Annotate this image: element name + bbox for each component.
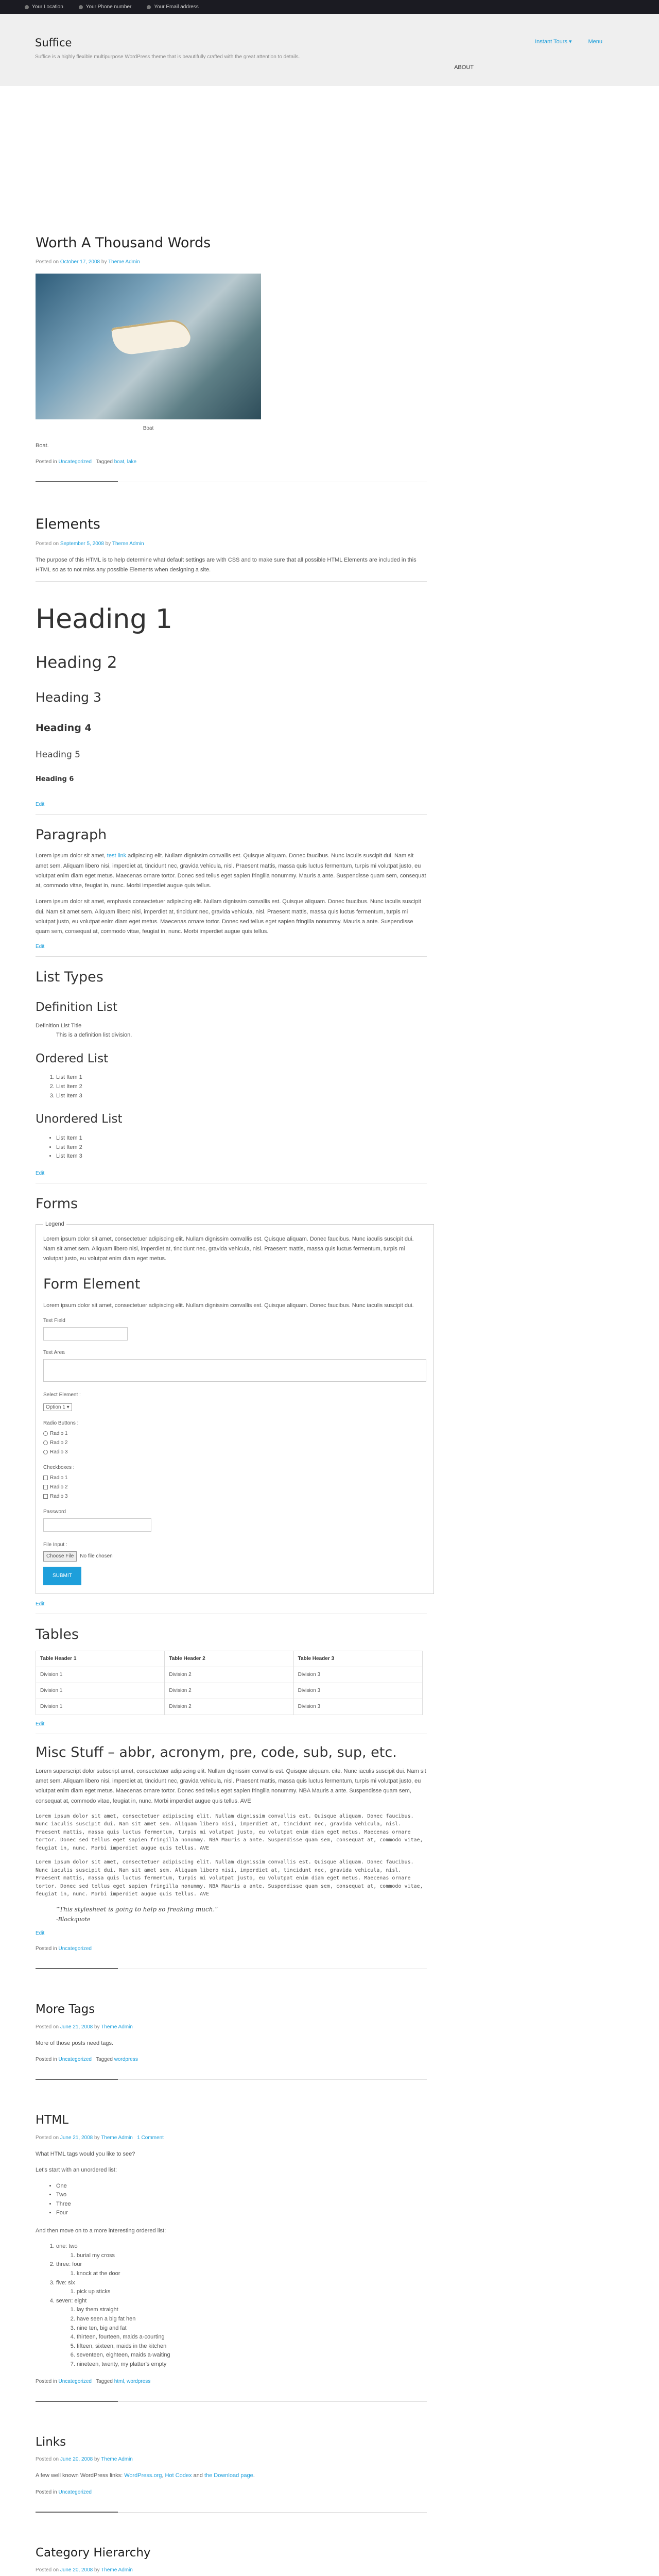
list-item: • List Item 1 (56, 1134, 427, 1143)
paragraph-1: Lorem ipsum dolor sit amet, test link adipiscing elit. Nullam dignissim convallis est. Quisque aliquam. Donec faucibus. Nunc iaculis suscipit dui. Nam sit amet sem. Aliquam libero nisi, imperdiet at, tincidunt nec, gravida vehicula, nisl. Praesent mattis, massa quis luctus fermentum, turpis mi volutpat justo, eu volutpat enim diam eget metus. Maecenas ornare tortor. Donec sed tellus eget sapien fringilla nonummy. Mauris a ante. Suspendisse quam sem, consequat at, commodo vitae, feugiat in, nunc. Morbi imperdiet augue quis tellus. (36, 853, 426, 889)
paragraph-heading: Paragraph (36, 827, 107, 843)
radio-3[interactable]: Radio 3 (43, 1448, 426, 1456)
post-footer: Posted in Uncategorized (36, 2489, 92, 2495)
text-area-input[interactable] (43, 1359, 426, 1382)
ordered-list (56, 1073, 427, 1100)
post-title[interactable]: Elements (36, 516, 100, 533)
post-footer: Posted in Uncategorized (36, 1946, 92, 1952)
primary-nav (535, 38, 602, 47)
post-meta: Posted on June 20, 2008 by Theme Admin (36, 2456, 133, 2463)
post-date[interactable]: June 21, 2008 (60, 2135, 93, 2141)
edit-link[interactable]: Edit (36, 1170, 45, 1176)
post-author[interactable]: Theme Admin (101, 2135, 133, 2141)
nav-item-about[interactable]: ABOUT (454, 64, 474, 71)
ordered-list: 1. one: two 1. burial my cross 2. three: four 1. knock at the door 3. five: six 1. pick up sticks 4. seven: eight 1. lay them straight 2. have seen a big fat hen 3. nine ten, big and fat 4. thirteen, fourteen, maids a-courting 5. fifteen, sixteen, maids in the kitchen 6. seventeen, eighteen, maids a-waiting 7. nineteen, twenty, my platter's empty (56, 2242, 427, 2369)
edit-link[interactable]: Edit (36, 944, 45, 950)
post-more-tags (36, 2000, 427, 2080)
definition-list: Definition List Title This is a definition list division. (36, 1023, 132, 1039)
intro-text: The purpose of this HTML is to help determine what default settings are with CSS and to make sure that all possible HTML Elements are included in this HTML so as to not miss any possible Elements when designing a site. (36, 556, 417, 573)
post-body: A few well known WordPress links: WordPress.org, Hot Codex and the Download page. (36, 2472, 255, 2479)
file-input-label: File Input : (43, 1541, 67, 1548)
radio-1[interactable]: Radio 1 (43, 1430, 426, 1438)
category-link[interactable]: Uncategorized (58, 2489, 92, 2495)
code-block-1: Lorem ipsum dolor sit amet, consectetuer adipiscing elit. Nullam dignissim convallis est. Quisque aliquam. Donec faucibus. Nunc iaculis suscipit dui. Nam sit amet sem. Aliquam libero nisi, imperdiet at, tincidunt nec, gravida vehicula, nisl. Praesent mattis, massa quis luctus fermentum, turpis mi volutpat justo, eu volutpat enim diam eget metus. Maecenas ornare tortor. Donec sed tellus eget sapien fringilla nonummy. NBA Mauris a ante. Suspendisse quam sem, consequat at, commodo vitae, feugiat in, nunc. Morbi imperdiet augue quis tellus. AVE (36, 1813, 426, 1851)
unordered-list-heading: Unordered List (36, 1112, 123, 1126)
table-row: Division 1 Division 2 Division 3 (36, 1699, 423, 1715)
site-title[interactable]: Suffice (35, 37, 72, 49)
password-label: Password (43, 1509, 66, 1515)
location-item: Your Location (25, 3, 63, 11)
post-footer: Posted in Uncategorized Tagged html, wordpress (36, 2378, 151, 2384)
form-paragraph: Lorem ipsum dolor sit amet, consectetuer adipiscing elit. Nullam dignissim convallis est. Quisque aliquam. Donec faucibus. Nunc iaculis suscipit dui. Nam sit amet sem. Aliquam libero nisi, imperdiet at, tincidunt nec, gravida vehicula, nisl. Praesent mattis, massa quis luctus fermentum, turpis mi volutpat justo, eu volutpat enim diam eget metus. (43, 1235, 414, 1262)
post-author[interactable]: Theme Admin (101, 2567, 133, 2573)
post-title[interactable]: Category Hierarchy (36, 2546, 151, 2560)
misc-paragraph: Lorem superscript dolor subscript amet, consectetuer adipiscing elit. Nullam dignissim convallis est. Quisque aliquam. cite. Nunc iaculis suscipit dui. Nam sit amet sem. Aliquam libero nisi, imperdiet at, tincidunt nec, gravida vehicula, nisl. Praesent mattis, massa quis luctus fermentum, turpis mi volutpat justo, eu volutpat enim diam eget metus. Maecenas ornare tortor. Donec sed tellus eget sapien fringilla nonummy. NBA Mauris a ante. Suspendisse quam sem, consequat at, commodo vitae, feugiat in, nunc. Morbi imperdiet augue quis tellus. AVE (36, 1768, 426, 1804)
select-dropdown[interactable]: Option 1 ▾ (43, 1403, 72, 1411)
site-description: Suffice is a highly flexible multipurpose WordPress theme that is beautifully crafted with the great attention to details. (35, 54, 300, 60)
post-elements (36, 513, 427, 1969)
data-table (36, 1651, 423, 1715)
post-title[interactable]: HTML (36, 2113, 69, 2127)
checkbox-1[interactable]: Radio 1 (43, 1474, 426, 1482)
brand (35, 35, 300, 61)
post-author[interactable]: Theme Admin (101, 2456, 133, 2463)
checkbox-icon (43, 1494, 48, 1499)
post-body: Boat. (36, 443, 49, 449)
post-title[interactable]: Worth A Thousand Words (36, 235, 211, 251)
category-link[interactable]: Uncategorized (58, 459, 92, 465)
table-row: Division 1 Division 2 Division 3 (36, 1667, 423, 1683)
email-icon (147, 5, 151, 9)
heading-2: Heading 2 (36, 653, 117, 672)
radio-icon (43, 1431, 48, 1436)
heading-4: Heading 4 (36, 722, 92, 734)
post-links (36, 2433, 427, 2513)
edit-link[interactable]: Edit (36, 1721, 45, 1727)
blockquote: “This stylesheet is going to help so freaking much.” -Blockquote (56, 1905, 218, 1923)
ordered-list-heading: Ordered List (36, 1052, 109, 1065)
tag-links[interactable]: wordpress (114, 2057, 138, 2063)
radio-2[interactable]: Radio 2 (43, 1439, 426, 1447)
post-date[interactable]: June 20, 2008 (60, 2456, 93, 2463)
list-item: 3. List Item 3 (56, 1092, 427, 1101)
post-footer: Posted in Uncategorized Tagged boat, lake (36, 459, 137, 465)
post-body: More of those posts need tags. (36, 2040, 114, 2047)
phone-item: Your Phone number (79, 3, 132, 11)
post-date[interactable]: September 5, 2008 (60, 540, 104, 547)
misc-heading: Misc Stuff – abbr, acronym, pre, code, sub, sup, etc. (36, 1744, 397, 1760)
post-title[interactable]: More Tags (36, 2003, 95, 2016)
choose-file-button[interactable]: Choose File (43, 1551, 77, 1562)
image-caption: Boat (143, 426, 154, 432)
tag-links[interactable]: html, wordpress (114, 2378, 151, 2384)
post-meta: Posted on September 5, 2008 by Theme Admin (36, 540, 144, 547)
heading-1: Heading 1 (36, 604, 172, 635)
radio-icon (43, 1440, 48, 1445)
password-input[interactable] (43, 1518, 151, 1532)
wordpress-org-link[interactable]: WordPress.org (124, 2472, 162, 2479)
no-file-text: No file chosen (80, 1553, 113, 1559)
post-author[interactable]: Theme Admin (112, 540, 144, 547)
list-item: • List Item 3 (56, 1152, 427, 1161)
edit-link[interactable]: Edit (36, 1930, 45, 1937)
post-worth-a-thousand-words (36, 232, 427, 482)
category-link[interactable]: Uncategorized (58, 2378, 92, 2384)
download-page-link[interactable]: the Download page (204, 2472, 253, 2479)
unordered-list (56, 1134, 427, 1161)
list-types-heading: List Types (36, 969, 103, 986)
test-link[interactable]: test link (107, 853, 127, 859)
form-paragraph-2: Lorem ipsum dolor sit amet, consectetuer adipiscing elit. Nullam dignissim convallis est. Quisque aliquam. Donec faucibus. Nunc iaculis suscipit dui. (43, 1302, 414, 1309)
edit-link[interactable]: Edit (36, 802, 45, 808)
select-label: Select Element : (43, 1392, 81, 1398)
email-item: Your Email address (147, 3, 198, 11)
list-item: • List Item 2 (56, 1143, 427, 1153)
submit-button[interactable]: SUBMIT (43, 1567, 81, 1585)
nav-item-menu[interactable]: Menu (588, 39, 602, 45)
post-date[interactable]: June 21, 2008 (60, 2024, 93, 2030)
content-area (36, 86, 427, 2576)
legend: Legend (45, 1221, 64, 1227)
checkbox-icon (43, 1476, 48, 1480)
checkbox-3[interactable]: Radio 3 (43, 1493, 426, 1501)
codex-link[interactable]: Hot Codex (165, 2472, 192, 2479)
checkbox-icon (43, 1485, 48, 1489)
heading-3: Heading 3 (36, 689, 101, 705)
edit-link[interactable]: Edit (36, 1601, 45, 1607)
paragraph-2: Lorem ipsum dolor sit amet, emphasis consectetuer adipiscing elit. Nullam dignissim convallis est. Quisque aliquam. Donec faucibus. Nunc iaculis suscipit dui. Nam sit amet sem. Aliquam libero nisi, imperdiet at, tincidunt nec, gravida vehicula, nisl. Praesent mattis, massa quis luctus fermentum, turpis mi volutpat justo, eu volutpat enim diam eget metus. Maecenas ornare tortor. Donec sed tellus eget sapien fringilla nonummy. Mauris a ante. Suspendisse quam sem, consequat at, commodo vitae, feugiat in, nunc. Morbi imperdiet augue quis tellus. (36, 899, 421, 935)
post-meta: Posted on June 20, 2008 by Theme Admin (36, 2567, 133, 2573)
text-area-label: Text Area (43, 1349, 65, 1355)
post-html: HTML Posted on June 21, 2008 by Theme Admin 1 Comment What HTML tags would you like to see? Let's start with an unordered list: • One • Two • Three • Four And then move on to a more interesting ordered list: 1. one: two 1. burial my cross 2. three: four 1. knock at the door 3. five: six 1. pick up sticks 4. seven: eight 1. lay them straight 2. have seen a big fat hen 3. nine ten, big and fat 4. thirteen, fourteen, maids a-courting 5. fifteen, sixteen, maids in the kitchen 6. seventeen, eighteen, maids a-waiting 7. nineteen, twenty, my platter's empty Posted in Uncategorized Tagged html, wordpress (36, 2111, 427, 2401)
post-date[interactable]: June 20, 2008 (60, 2567, 93, 2573)
file-input (43, 1551, 426, 1562)
definition-list-heading: Definition List (36, 1000, 117, 1014)
post-meta: Posted on June 21, 2008 by Theme Admin (36, 2024, 133, 2030)
radio-icon (43, 1450, 48, 1454)
comments-link[interactable]: 1 Comment (137, 2135, 164, 2141)
phone-icon (79, 5, 83, 9)
unordered-list: • One • Two • Three • Four (56, 2182, 427, 2218)
form-fieldset (36, 1220, 434, 1594)
post-category-hierarchy (36, 2544, 427, 2576)
post-author[interactable]: Theme Admin (101, 2024, 133, 2030)
table-header-row: Table Header 1 Table Header 2 Table Header 3 (36, 1651, 423, 1667)
checkboxes-label: Checkboxes : (43, 1464, 75, 1470)
post-author[interactable]: Theme Admin (108, 259, 140, 265)
post-footer: Posted in Uncategorized Tagged wordpress (36, 2057, 138, 2063)
tag-links[interactable]: boat, lake (114, 459, 137, 465)
post-date[interactable]: October 17, 2008 (60, 259, 100, 265)
post-meta: Posted on June 21, 2008 by Theme Admin 1 Comment (36, 2135, 164, 2141)
heading-6: Heading 6 (36, 775, 74, 784)
category-link[interactable]: Uncategorized (58, 1946, 92, 1952)
tables-heading: Tables (36, 1626, 79, 1642)
top-bar (0, 0, 659, 14)
text-field-label: Text Field (43, 1317, 65, 1324)
category-link[interactable]: Uncategorized (58, 2057, 92, 2063)
chevron-down-icon: ▾ (66, 1404, 70, 1410)
list-item: 2. List Item 2 (56, 1082, 427, 1092)
code-block-2: Lorem ipsum dolor sit amet, consectetuer adipiscing elit. Nullam dignissim convallis est. Quisque aliquam. Donec faucibus. Nunc iaculis suscipit dui. Nam sit amet sem. Aliquam libero nisi, imperdiet at, tincidunt nec, gravida vehicula, nisl. Praesent mattis, massa quis luctus fermentum, turpis mi volutpat justo, eu volutpat enim diam eget metus. Maecenas ornare tortor. Donec sed tellus eget sapien fringilla nonummy. NBA Mauris a ante. Suspendisse quam sem, consequat at, commodo vitae, feugiat in, nunc. Morbi imperdiet augue quis tellus. AVE (36, 1859, 426, 1897)
nav-item-instant-tours[interactable]: Instant Tours ▾ (535, 38, 571, 47)
text-field-input[interactable] (43, 1327, 128, 1341)
radio-buttons-label: Radio Buttons : (43, 1420, 79, 1426)
heading-5: Heading 5 (36, 750, 80, 760)
checkbox-2[interactable]: Radio 2 (43, 1483, 426, 1492)
table-row: Division 1 Division 2 Division 3 (36, 1683, 423, 1699)
boat-image (36, 274, 261, 419)
post-title[interactable]: Links (36, 2435, 66, 2449)
form-element-heading: Form Element (43, 1276, 141, 1293)
site-header (0, 14, 659, 86)
forms-heading: Forms (36, 1195, 78, 1212)
post-meta: Posted on October 17, 2008 by Theme Admin (36, 259, 140, 265)
location-icon (25, 5, 29, 9)
list-item: 1. List Item 1 (56, 1073, 427, 1082)
